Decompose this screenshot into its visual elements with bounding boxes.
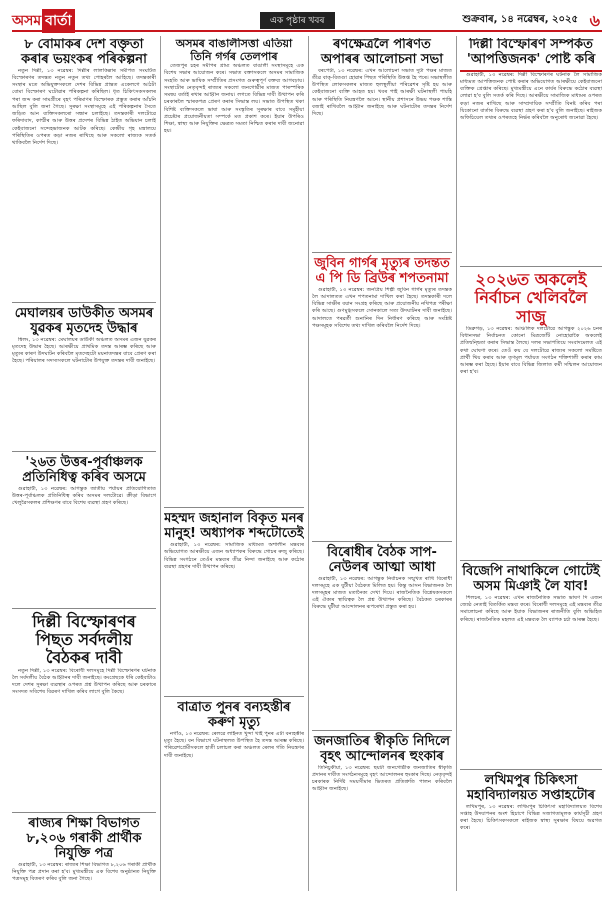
- story-education-appointments: [12, 817, 156, 892]
- story-bomb-plot: [12, 38, 156, 298]
- story-all-party-meeting: [12, 613, 156, 808]
- story-body: লখিমপুৰ, ১৩ নৱেম্বৰ: লখিমপুৰ চিকিৎসা মহাবিদ্যালয়ত বিশেষ সপ্তাহ উদযাপনৰ অংশ হিচাপে বিভিন্ন সজাগতামূলক কাৰ্যসূচী গ্ৰহণ কৰা হৈছে। চিকিৎসকসকলে ৰাইজক স্বাস্থ্য সুৰক্ষাৰ বিষয়ে অৱগত কৰে।: [460, 803, 602, 832]
- story-zubeen-probe: [312, 257, 452, 537]
- story-objectionable-post: [460, 38, 602, 262]
- separator: [12, 451, 156, 452]
- masthead: [12, 8, 602, 30]
- edition-label: এক পৃষ্ঠাৰ খবৰ: [260, 12, 335, 29]
- headline: দিল্লী বিস্ফোৰণ সম্পৰ্কত 'আপত্তিজনক' পোষ্ট কৰি: [460, 38, 602, 72]
- headline: বিৰোধীৰ বৈঠক সাপ-নেউলৰ আত্মা আধা: [327, 544, 437, 575]
- column-divider: [308, 36, 309, 891]
- separator: [460, 769, 602, 770]
- headline: জুবিন গাৰ্গৰ মৃত্যুৰ তদন্তত এ পি ডি ব্ৰিউৰ শপতনামা: [314, 255, 450, 286]
- column-divider: [160, 36, 161, 891]
- separator: [460, 560, 602, 561]
- story-body: গুৱাহাটী, ১৩ নৱেম্বৰ: আগন্তুক নিৰ্বাচনক সন্মুখত ৰাখি বিৰোধী দলসমূহে এক যুটীয়া বৈঠকত মিলিত হয়। কিন্তু আসন বিভাজনক লৈ দলসমূহৰ মাজত মতানৈক্য দেখা দিয়ে। ৰাজনৈতিক বিশ্লেষকসকলে এই ঐক্যৰ স্থায়িত্বক লৈ প্ৰশ্ন উত্থাপন কৰিছে। বৈঠকত চৰকাৰৰ বিৰুদ্ধে যুটীয়া আন্দোলনৰ ৰূপৰেখা প্ৰস্তুত কৰা হয়।: [312, 575, 452, 611]
- column-2: [164, 38, 304, 892]
- story-opposition-meeting: [312, 546, 452, 726]
- story-body: বৰপেটা, ১৩ নৱেম্বৰ: এখন আলোচনা সভাত দুটা পক্ষৰ মাজত তীব্ৰ বাক্-বিতণ্ডা হোৱাৰ পিছত পৰিস্থিতি উত্তপ্ত হৈ পৰে। সভাস্থলীত উপস্থিত লোকসকলৰ মাজত হুলস্থুলীয়া পৰিৱেশৰ সৃষ্টি হয় আৰু কেইবাজনো ব্যক্তি আহত হয়। খবৰ পাই আৰক্ষী ঘটনাস্থলী পায়হি আৰু পৰিস্থিতি নিয়ন্ত্ৰণলৈ আনে। স্থানীয় প্ৰশাসনে উভয় পক্ষক শান্তি বজাই ৰাখিবলৈ আহ্বান জনাইছে আৰু ঘটনাটোৰ তদন্তৰ নিৰ্দেশ দিছে।: [312, 67, 452, 118]
- headline: লখিমপুৰ চিকিৎসা মহাবিদ্যালয়ত সপ্তাহটোৰ: [466, 772, 596, 803]
- page-number: ৬: [589, 11, 600, 30]
- separator: [12, 812, 156, 813]
- separator: [12, 302, 156, 303]
- story-body: নগাঁও, ১৩ নৱেম্বৰ: ৰেলৱে লাইনত খুন্দা খাই পুনৰ এটা বন্যহস্তীৰ মৃত্যু হৈছে। বন বিভাগে ঘটনাস্থলত উপস্থিত হৈ তদন্ত আৰম্ভ কৰিছে। পৰিৱেশপ্ৰেমীসকলে হাতী চলাচল কৰা অঞ্চলত ৰেলৰ গতি নিয়ন্ত্ৰণৰ দাবী জনাইছে।: [164, 731, 304, 759]
- headline: বিজেপি নাথাকিলে গোটেই অসম মিঞাই লৈ যাব!: [462, 564, 600, 594]
- separator: [460, 266, 602, 267]
- headline: ৰাজ্যৰ শিক্ষা বিভাগত ৮,২০৬ গৰাকী প্ৰাৰ্থীক নিযুক্তি পত্ৰ: [26, 815, 142, 861]
- headline: ৰণক্ষেত্ৰলৈ পৰিণত অপাৰৰ আলোচনা সভা: [321, 38, 443, 67]
- headline: অসমৰ বাঙালীসত্তা এতিয়া তিনি গৰ্গৰ তেলপাৰ: [175, 38, 293, 63]
- column-divider: [456, 36, 457, 891]
- story-body: শিলচৰ, ১৩ নৱেম্বৰ: এখন ৰাজনৈতিক সভাত ভাষণ দি এজন জ্যেষ্ঠ নেতাই বিতৰ্কিত মন্তব্য কৰে। বিৰোধী দলসমূহে এই মন্তব্যৰ তীব্ৰ সমালোচনা কৰিছে আৰু ইয়াক বিভাজনৰ ৰাজনীতি বুলি অভিহিত কৰিছে। ৰাজনৈতিক মহলত এই মন্তব্যক লৈ ব্যাপক চৰ্চা আৰম্ভ হৈছে।: [460, 594, 602, 623]
- column-3: [312, 38, 452, 892]
- story-meeting-clash: [312, 38, 452, 248]
- separator: [164, 696, 304, 697]
- story-body: গুৱাহাটী, ১৩ নৱেম্বৰ: দিল্লী বিস্ফোৰণৰ ঘটনাক লৈ সামাজিক মাধ্যমত আপত্তিজনক পোষ্ট কৰাৰ অভিযোগত আৰক্ষীয়ে কেইবাজনো ব্যক্তিক গ্ৰেপ্তাৰ কৰিছে। মুখ্যমন্ত্ৰীয়ে এনে কাৰ্যৰ বিৰুদ্ধে কঠোৰ ব্যৱস্থা লোৱা হ'ব বুলি সতৰ্ক কৰি দিছে। আৰক্ষীয়ে সামাজিক মাধ্যমৰ ওপৰত কড়া নজৰ ৰাখিছে আৰু সাম্প্ৰদায়িক সম্প্ৰীতি বিনষ্ট কৰিব পৰা যিকোনো বাৰ্তাৰ বিৰুদ্ধে ব্যৱস্থা গ্ৰহণ কৰা হ'ব বুলি জনাইছে। ৰাইজক অফিচিয়েল তথ্যৰ ওপৰতহে নিৰ্ভৰ কৰিবলৈ অনুৰোধ জনোৱা হৈছে।: [460, 71, 602, 122]
- issue-date: শুক্রবাৰ, ১৪ নৱেম্বৰ, ২০২৫: [462, 14, 578, 25]
- headline: ৮ বোমাকৰ দেশ বক্তৃতা কৰাৰ ভয়ংকৰ পৰিকল্পনা: [21, 38, 147, 67]
- logo-text: অসম: [12, 13, 42, 29]
- story-body: গুৱাহাটী, ১৩ নৱেম্বৰ: আগন্তুক জাতীয় পৰ্যায়ৰ প্ৰতিযোগিতাত উত্তৰ-পূৰ্বাঞ্চলক প্ৰতিনিধিত্ব কৰিব অসমৰ দলটোৱে। ক্ৰীড়া বিভাগে খেলুৱৈসকলৰ প্ৰশিক্ষণৰ বাবে বিশেষ ব্যৱস্থা গ্ৰহণ কৰিছে।: [12, 485, 156, 507]
- story-northeast-representation: [12, 456, 156, 604]
- column-4: [460, 38, 602, 892]
- story-body: গুৱাহাটী, ১৩ নৱেম্বৰ: জনপ্ৰিয় শিল্পী জুবিন গাৰ্গৰ মৃত্যুৰ তদন্তক লৈ আদালতত এখন শপতনামা দাখিল কৰা হৈছে। তদন্তকাৰী দলে বিভিন্ন সাক্ষীৰ বয়ান সংগ্ৰহ কৰিছে আৰু প্ৰয়োজনীয় নথিপত্ৰ পৰীক্ষা কৰি আছে। গুণমুগ্ধসকলে সোনকালে সত্য উদঘাটনৰ দাবী জনাইছে। আদালতে পৰৱৰ্তী শুনানিৰ দিন নিৰ্ধাৰণ কৰিছে আৰু সংশ্লিষ্ট পক্ষসমূহক সবিশেষ তথ্য দাখিল কৰিবলৈ নিৰ্দেশ দিছে।: [312, 286, 452, 329]
- story-body: গুৱাহাটী, ১৩ নৱেম্বৰ: সামাজিক মাধ্যমত অশালীন মন্তব্যৰ অভিযোগত আৰক্ষীয়ে এজন অধ্যাপকৰ বিৰুদ্ধে গোচৰ ৰুজু কৰিছে। বিভিন্ন সংগঠনে তেওঁৰ মন্তব্যৰ তীব্ৰ নিন্দা জনাইছে আৰু কঠোৰ ব্যৱস্থা গ্ৰহণৰ দাবী উত্থাপন কৰিছে।: [164, 542, 304, 570]
- story-tribal-status: [312, 735, 452, 885]
- story-solo-election: [460, 271, 602, 556]
- story-body: শ্বিলং, ১৩ নৱেম্বৰ: মেঘালয়ৰ ডাউকী অঞ্চলত অসমৰ এজন যুৱকৰ মৃতদেহ উদ্ধাৰ হৈছে। আৰক্ষীয়ে প্ৰাথমিক তদন্ত আৰম্ভ কৰিছে আৰু মৃত্যুৰ কাৰণ উদঘাটন কৰিবলৈ মৃতদেহটো ময়নাতদন্তৰ বাবে প্ৰেৰণ কৰা হৈছে। পৰিয়ালৰ সদস্যসকলে ঘটনাটোৰ উপযুক্ত তদন্তৰ দাবী জনাইছে।: [12, 336, 156, 365]
- headline: বাত্ৰাত পুনৰ বন্যহস্তীৰ কৰুণ মৃত্যু: [177, 700, 291, 731]
- headline: মহম্মদ জহানাল বিকৃত মনৰ মানুহ! অধ্যাপক শব্দটোতেই: [164, 511, 304, 542]
- story-dawki-body-found: [12, 307, 156, 447]
- story-medical-college-week: [460, 774, 602, 892]
- story-body: নতুন দিল্লী, ১৩ নৱেম্বৰ: বিৰোধী দলসমূহে দিল্লী বিস্ফোৰণৰ ঘটনাক লৈ সৰ্বদলীয় বৈঠক আহ্বানৰ দাবী জনাইছে। কংগ্ৰেছকে ধৰি কেইবাটাও দলে দেশৰ সুৰক্ষা ব্যৱস্থাৰ ওপৰত প্ৰশ্ন উত্থাপন কৰিছে আৰু চৰকাৰে সংসদত সবিশেষ বিৱৰণ দাখিল কৰিব লাগে বুলি কৈছে।: [12, 667, 156, 696]
- column-1: [12, 38, 156, 892]
- story-body: তেজপুৰ চহৰ সমীপৰ গ্ৰাম্য অঞ্চলত বাঙালী সংস্থাসমূহে এক বিশেষ সভাৰ আয়োজন কৰে। সভাত বক্তাসকলে অসমৰ সামাজিক সংহতি আৰু ভাষিক সম্প্ৰীতিৰ প্ৰসংগত গুৰুত্বপূৰ্ণ বক্তব্য আগবঢ়ায়। সংস্থাটোৰ নেতৃবৃন্দই ৰাজ্যৰ সকলো জনগোষ্ঠীৰ মাজত পাৰস্পৰিক সমন্বয় বৰ্তাই ৰখাৰ আহ্বান জনায়। লগতে বিভিন্ন দাবী উত্থাপন কৰি চৰকাৰলৈ স্মাৰকপত্ৰ প্ৰেৰণ কৰাৰ সিদ্ধান্ত লয়। সভাত উপস্থিত থকা বিশিষ্ট ব্যক্তিসকলে ভাষা আৰু সংস্কৃতিৰ সুৰক্ষাৰ বাবে সমূহীয়া প্ৰচেষ্টাৰ প্ৰয়োজনীয়তা সম্পৰ্কে মত প্ৰকাশ কৰে। ইয়াৰ উপৰিও শিক্ষা, স্বাস্থ্য আৰু নিযুক্তিৰ ক্ষেত্ৰত সমতা নিশ্চিত কৰাৰ দাবী জনোৱা হয়।: [164, 63, 304, 135]
- story-elephant-death: [164, 701, 304, 891]
- headline: দিল্লী বিস্ফোৰণৰ পিছত সৰ্বদলীয় বৈঠকৰ দাবী: [32, 611, 136, 668]
- story-body: গুৱাহাটী, ১৩ নৱেম্বৰ: ৰাজ্যৰ শিক্ষা বিভাগত ৮,২০৬ গৰাকী প্ৰাৰ্থীক নিযুক্তি পত্ৰ প্ৰদান কৰা হ'ব। মুখ্যমন্ত্ৰীয়ে এক বিশেষ অনুষ্ঠানত নিযুক্তি পত্ৰসমূহ বিতৰণ কৰিব বুলি জনা গৈছে।: [12, 861, 156, 883]
- story-bengali-identity: [164, 38, 304, 503]
- separator: [164, 507, 304, 508]
- headline: '২৬ত উত্তৰ-পূৰ্বাঞ্চলক প্ৰতিনিধিত্ব কৰিব অসমে: [22, 454, 146, 485]
- separator: [312, 541, 452, 542]
- story-bjp-remark: [460, 565, 602, 765]
- separator: [312, 730, 452, 731]
- masthead-rule: [12, 30, 602, 32]
- story-body: নতুন দিল্লী, ১৩ নৱেম্বৰ: দিল্লীৰ লালকিল্লাৰ সমীপত সংঘটিত বিস্ফোৰণৰ তদন্তত নতুন নতুন তথ্য পোহৰলৈ আহিছে। তদন্তকাৰী সংস্থাৰ মতে অভিযুক্তসকলে দেশৰ বিভিন্ন প্ৰান্তত একেলগে আঠটা বোমা বিস্ফোৰণ ঘটোৱাৰ পৰিকল্পনা কৰিছিল। ধৃত চিকিৎসকসকলৰ পৰা জব্দ কৰা সামগ্ৰীৰে বৃহৎ পৰিমাণৰ বিস্ফোৰক প্ৰস্তুত কৰাৰ আঁচনি আছিল বুলি জনা গৈছে। সুৰক্ষা সংস্থাসমূহে এই পৰিকল্পনাৰ সৈতে জড়িত আন ব্যক্তিসকলৰো সন্ধান চলাইছে। তদন্তকাৰী দলটোৱে ফৰিদাবাদ, কাশ্মীৰ আৰু উত্তৰ প্ৰদেশৰ বিভিন্ন ঠাইত অভিযান চলাই কেইবাজনো সন্দেহভাজনক আটক কৰিছে। কেন্দ্ৰীয় গৃহ মন্ত্ৰালয়ে পৰিস্থিতিৰ ওপৰত কড়া নজৰ ৰাখিছে আৰু সকলো ৰাজ্যক সতৰ্ক থাকিবলৈ নিৰ্দেশ দিছে।: [12, 67, 156, 146]
- story-professor-remarks: [164, 512, 304, 692]
- separator: [12, 608, 156, 609]
- separator: [312, 252, 452, 253]
- story-body: তিনিচুকীয়া, ১৩ নৱেম্বৰ: ছয়টা জনগোষ্ঠীক জনজাতিৰ স্বীকৃতি প্ৰদানৰ দাবীত সংগঠনসমূহে বৃহৎ আন্দোলনৰ হুংকাৰ দিছে। নেতৃবৃন্দই চৰকাৰক নিৰ্দিষ্ট সময়সীমাৰ ভিতৰত প্ৰতিশ্ৰুতি পালন কৰিবলৈ আহ্বান জনাইছে।: [312, 764, 452, 793]
- story-body: ডিব্ৰুগড়, ১৩ নৱেম্বৰ: আঞ্চলিক দলটোৱে আগন্তুক ২০২৬ চনৰ বিধানসভা নিৰ্বাচনত কোনো মিত্ৰজোঁট নোহোৱাকৈ অকলেই প্ৰতিদ্বন্দ্বিতা কৰাৰ সিদ্ধান্ত লৈছে। দলৰ সভাপতিয়ে সংবাদমেলত এই কথা ঘোষণা কৰে। তেওঁ কয় যে দলটোৱে ৰাজ্যৰ সকলো সমষ্টিতে প্ৰাৰ্থী থিয় কৰাব আৰু তৃণমূল পৰ্যায়ত সংগঠন শক্তিশালী কৰাৰ কাম আৰম্ভ কৰা হৈছে। ইয়াৰ বাবে বিভিন্ন জিলাত কৰ্মী সন্মিলন আয়োজন কৰা হ'ব।: [460, 326, 602, 376]
- headline: ২০২৬ত অকলেই নিৰ্বাচন খেলিবলৈ সাজু: [474, 269, 588, 326]
- logo-box: বার্তা: [42, 9, 74, 33]
- headline: জনজাতিৰ স্বীকৃতি নিদিলে বৃহৎ আন্দোলনৰ হুংকাৰ: [314, 733, 450, 764]
- headline: মেঘালয়ৰ ডাউকীত অসমৰ যুৱকৰ মৃতদেহ উদ্ধাৰ: [14, 305, 154, 336]
